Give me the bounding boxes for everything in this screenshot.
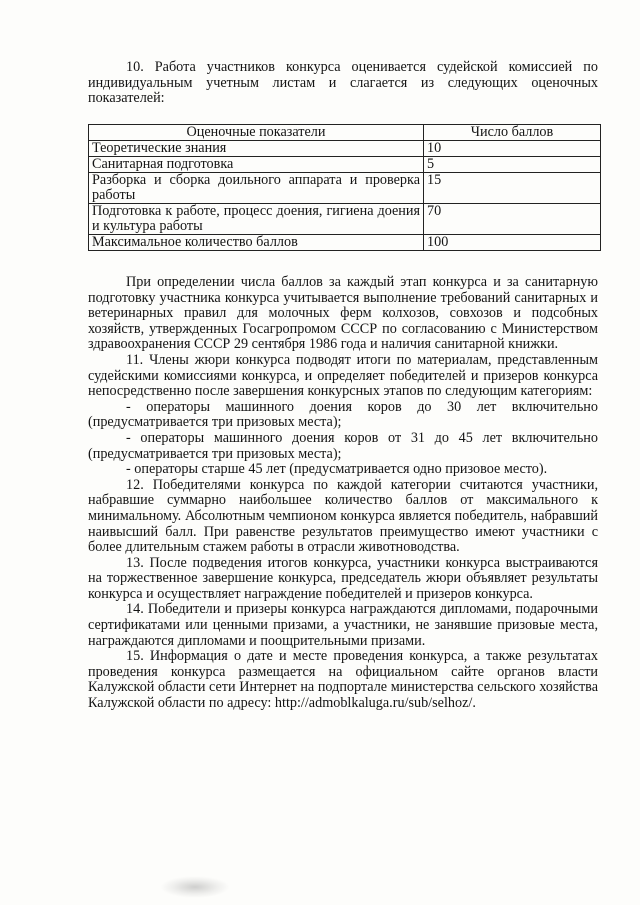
paragraph-12: 12. Победителями конкурса по каждой категории считаются участники, набравшие суммарно наибольшее количество баллов от максимального к минимальному. Абсолютным чемпионом конкурса является победитель, набравший наивысший балл. При равенстве результатов преимущество имеют участники с более длительным стажем работы в отрасли животноводства. [88, 476, 598, 556]
category-item: - операторы машинного доения коров от 31 до 45 лет включительно (предусматривается три призовых места); [88, 429, 598, 462]
indicator-cell: Санитарная подготовка [89, 157, 424, 173]
paragraph-14: 14. Победители и призеры конкурса награждаются дипломами, подарочными сертификатами или ценными призами, а участники, не занявшие призовые места, награждаются дипломами и поощрительными призами. [88, 601, 598, 649]
table-header-row [89, 125, 601, 141]
points-cell: 15 [424, 173, 601, 204]
header-indicators: Оценочные показатели [89, 125, 424, 141]
indicator-cell: Максимальное количество баллов [89, 235, 424, 251]
document-body [88, 275, 598, 712]
indicator-cell: Разборка и сборка доильного аппарата и проверка работы [89, 173, 424, 204]
header-points: Число баллов [424, 125, 601, 141]
points-cell: 5 [424, 157, 601, 173]
indicator-cell: Подготовка к работе, процесс доения, гигиена доения и культура работы [89, 204, 424, 235]
scores-table [88, 124, 601, 251]
table-row [89, 204, 601, 235]
points-cell: 100 [424, 235, 601, 251]
table-row [89, 141, 601, 157]
scan-smudge [160, 876, 230, 898]
indicator-cell: Теоретические знания [89, 141, 424, 157]
points-cell: 70 [424, 204, 601, 235]
table-row [89, 235, 601, 251]
paragraph-sanitary: При определении числа баллов за каждый этап конкурса и за санитарную подготовку участника конкурса учитывается выполнение требований санитарных и ветеринарных правил для молочных ферм колхозов, совхозов и подсобных хозяйств, утвержденных Госагропромом СССР по согласованию с Министерством здравоохранения СССР 29 сентября 1986 года и наличия санитарной книжки. [88, 274, 598, 353]
paragraph-13: 13. После подведения итогов конкурса, участники конкурса выстраиваются на торжественное завершение конкурса, председатель жюри объявляет результаты конкурса и осуществляет награждение победителей и призеров конкурса. [88, 554, 598, 602]
paragraph-10: 10. Работа участников конкурса оценивается судейской комиссией по индивидуальным учетным листам и слагается из следующих оценочных показателей: [88, 59, 598, 107]
table-row [89, 157, 601, 173]
paragraph-11: 11. Члены жюри конкурса подводят итоги по материалам, представленным судейскими комиссиями конкурса, и определяет победителей и призеров конкурса непосредственно после завершения конкурсных этапов по следующим категориям: [88, 351, 598, 400]
points-cell: 10 [424, 141, 601, 157]
table-row [89, 173, 601, 204]
category-item: - операторы старше 45 лет (предусматривается одно призовое место). [126, 461, 548, 478]
paragraph-15: 15. Информация о дате и месте проведения конкурса, а также результатах проведения конкурса размещается на официальном сайте органов власти Калужской области сети Интернет на подпортале министерства сельского хозяйства Калужской области по адресу: http://admoblkaluga.ru/sub/selhoz/. [88, 648, 598, 712]
category-item: - операторы машинного доения коров до 30 лет включительно (предусматривается три призовых места); [88, 398, 598, 431]
